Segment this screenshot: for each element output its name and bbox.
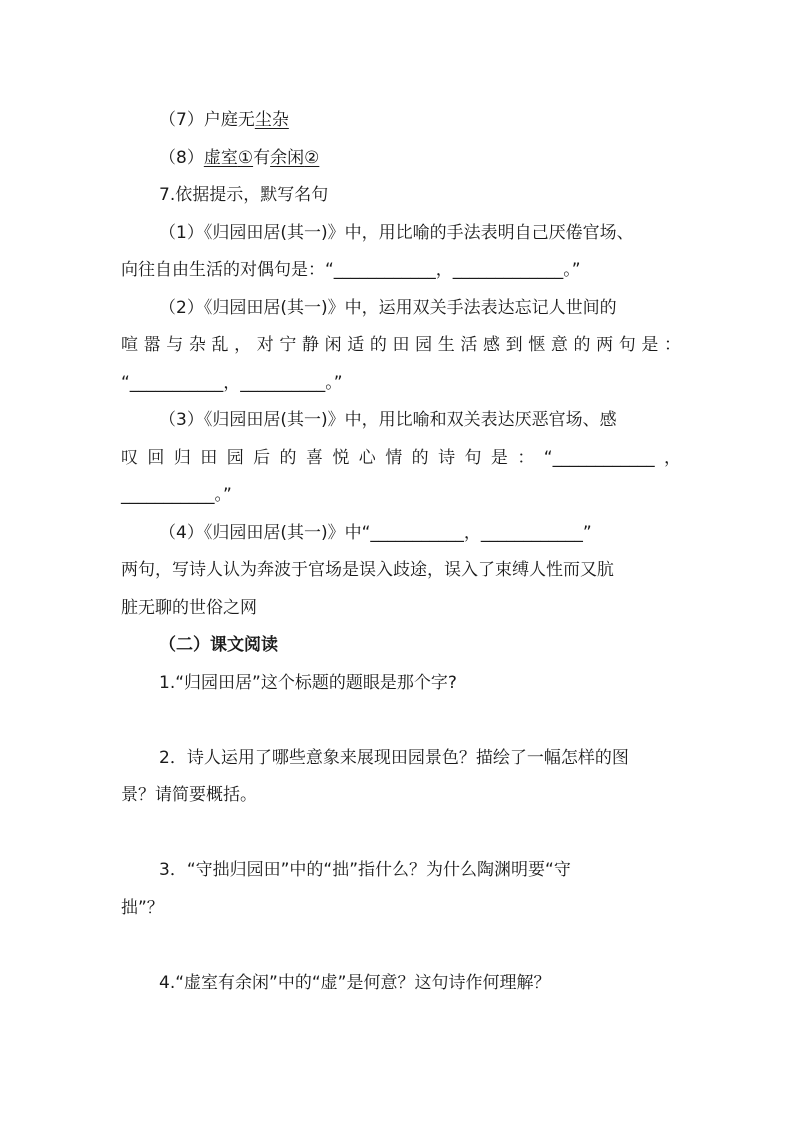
reading-question-4: 4.“虚室有余闲”中的“虚”是何意？这句诗作何理解？ [159, 973, 551, 993]
vocab-item-8-prefix: （8） [159, 148, 204, 168]
section-7-heading: 7.依据提示，默写名句 [159, 185, 329, 205]
reading-question-3-line-1: 3．“守拙归园田”中的“拙”指什么？为什么陶渊明要“守 [159, 860, 571, 880]
reading-question-3-line-2: 拙”？ [121, 898, 164, 918]
question-7-2-line-2: 喧嚣与杂乱，对宁静闲适的田园生活感到惬意的两句是： [121, 335, 681, 355]
question-7-4-line-1: （4）《归园田居(其一)》中“___________，____________” [159, 523, 592, 543]
question-7-4-line-2: 两句，写诗人认为奔波于官场是误入歧途，误入了束缚人性而又肮 [121, 560, 614, 580]
question-7-1-line-2: 向往自由生活的对偶句是：“____________，_____________。” [121, 260, 581, 280]
vocab-item-8-underlined-2: 余闲 [270, 148, 305, 168]
question-7-2-line-1: （2）《归园田居(其一)》中，运用双关手法表达忘记人世间的 [159, 298, 617, 318]
vocab-item-7-prefix: （7）户庭无 [159, 110, 255, 130]
question-7-3-line-3: ___________。” [121, 485, 232, 505]
question-7-3-line-2: 叹回归田园后的喜悦心情的诗句是：“____________， [121, 448, 681, 468]
question-7-1-line-1: （1）《归园田居(其一)》中，用比喻的手法表明自己厌倦官场、 [159, 223, 634, 243]
vocab-item-7-underlined: 尘杂 [254, 110, 289, 130]
vocab-item-8-mark-1: ① [237, 148, 254, 168]
reading-heading: （二）课文阅读 [159, 635, 278, 655]
reading-question-2-line-2: 景？请简要概括。 [121, 785, 257, 805]
reading-question-1: 1.“归园田居”这个标题的题眼是那个字? [159, 673, 457, 693]
vocab-item-8-underlined-1: 虚室 [203, 148, 238, 168]
reading-question-2-line-1: 2．诗人运用了哪些意象来展现田园景色？描绘了一幅怎样的图 [159, 748, 629, 768]
vocab-item-8-mark-2: ② [304, 148, 320, 168]
vocab-item-8-middle: 有 [253, 148, 271, 168]
question-7-2-line-3: “___________，__________。” [121, 373, 343, 393]
question-7-4-line-3: 脏无聊的世俗之网 [121, 598, 257, 618]
question-7-3-line-1: （3）《归园田居(其一)》中，用比喻和双关表达厌恶官场、感 [159, 410, 617, 430]
vocab-item-8 [159, 146, 719, 170]
vocab-item-7 [159, 108, 719, 132]
